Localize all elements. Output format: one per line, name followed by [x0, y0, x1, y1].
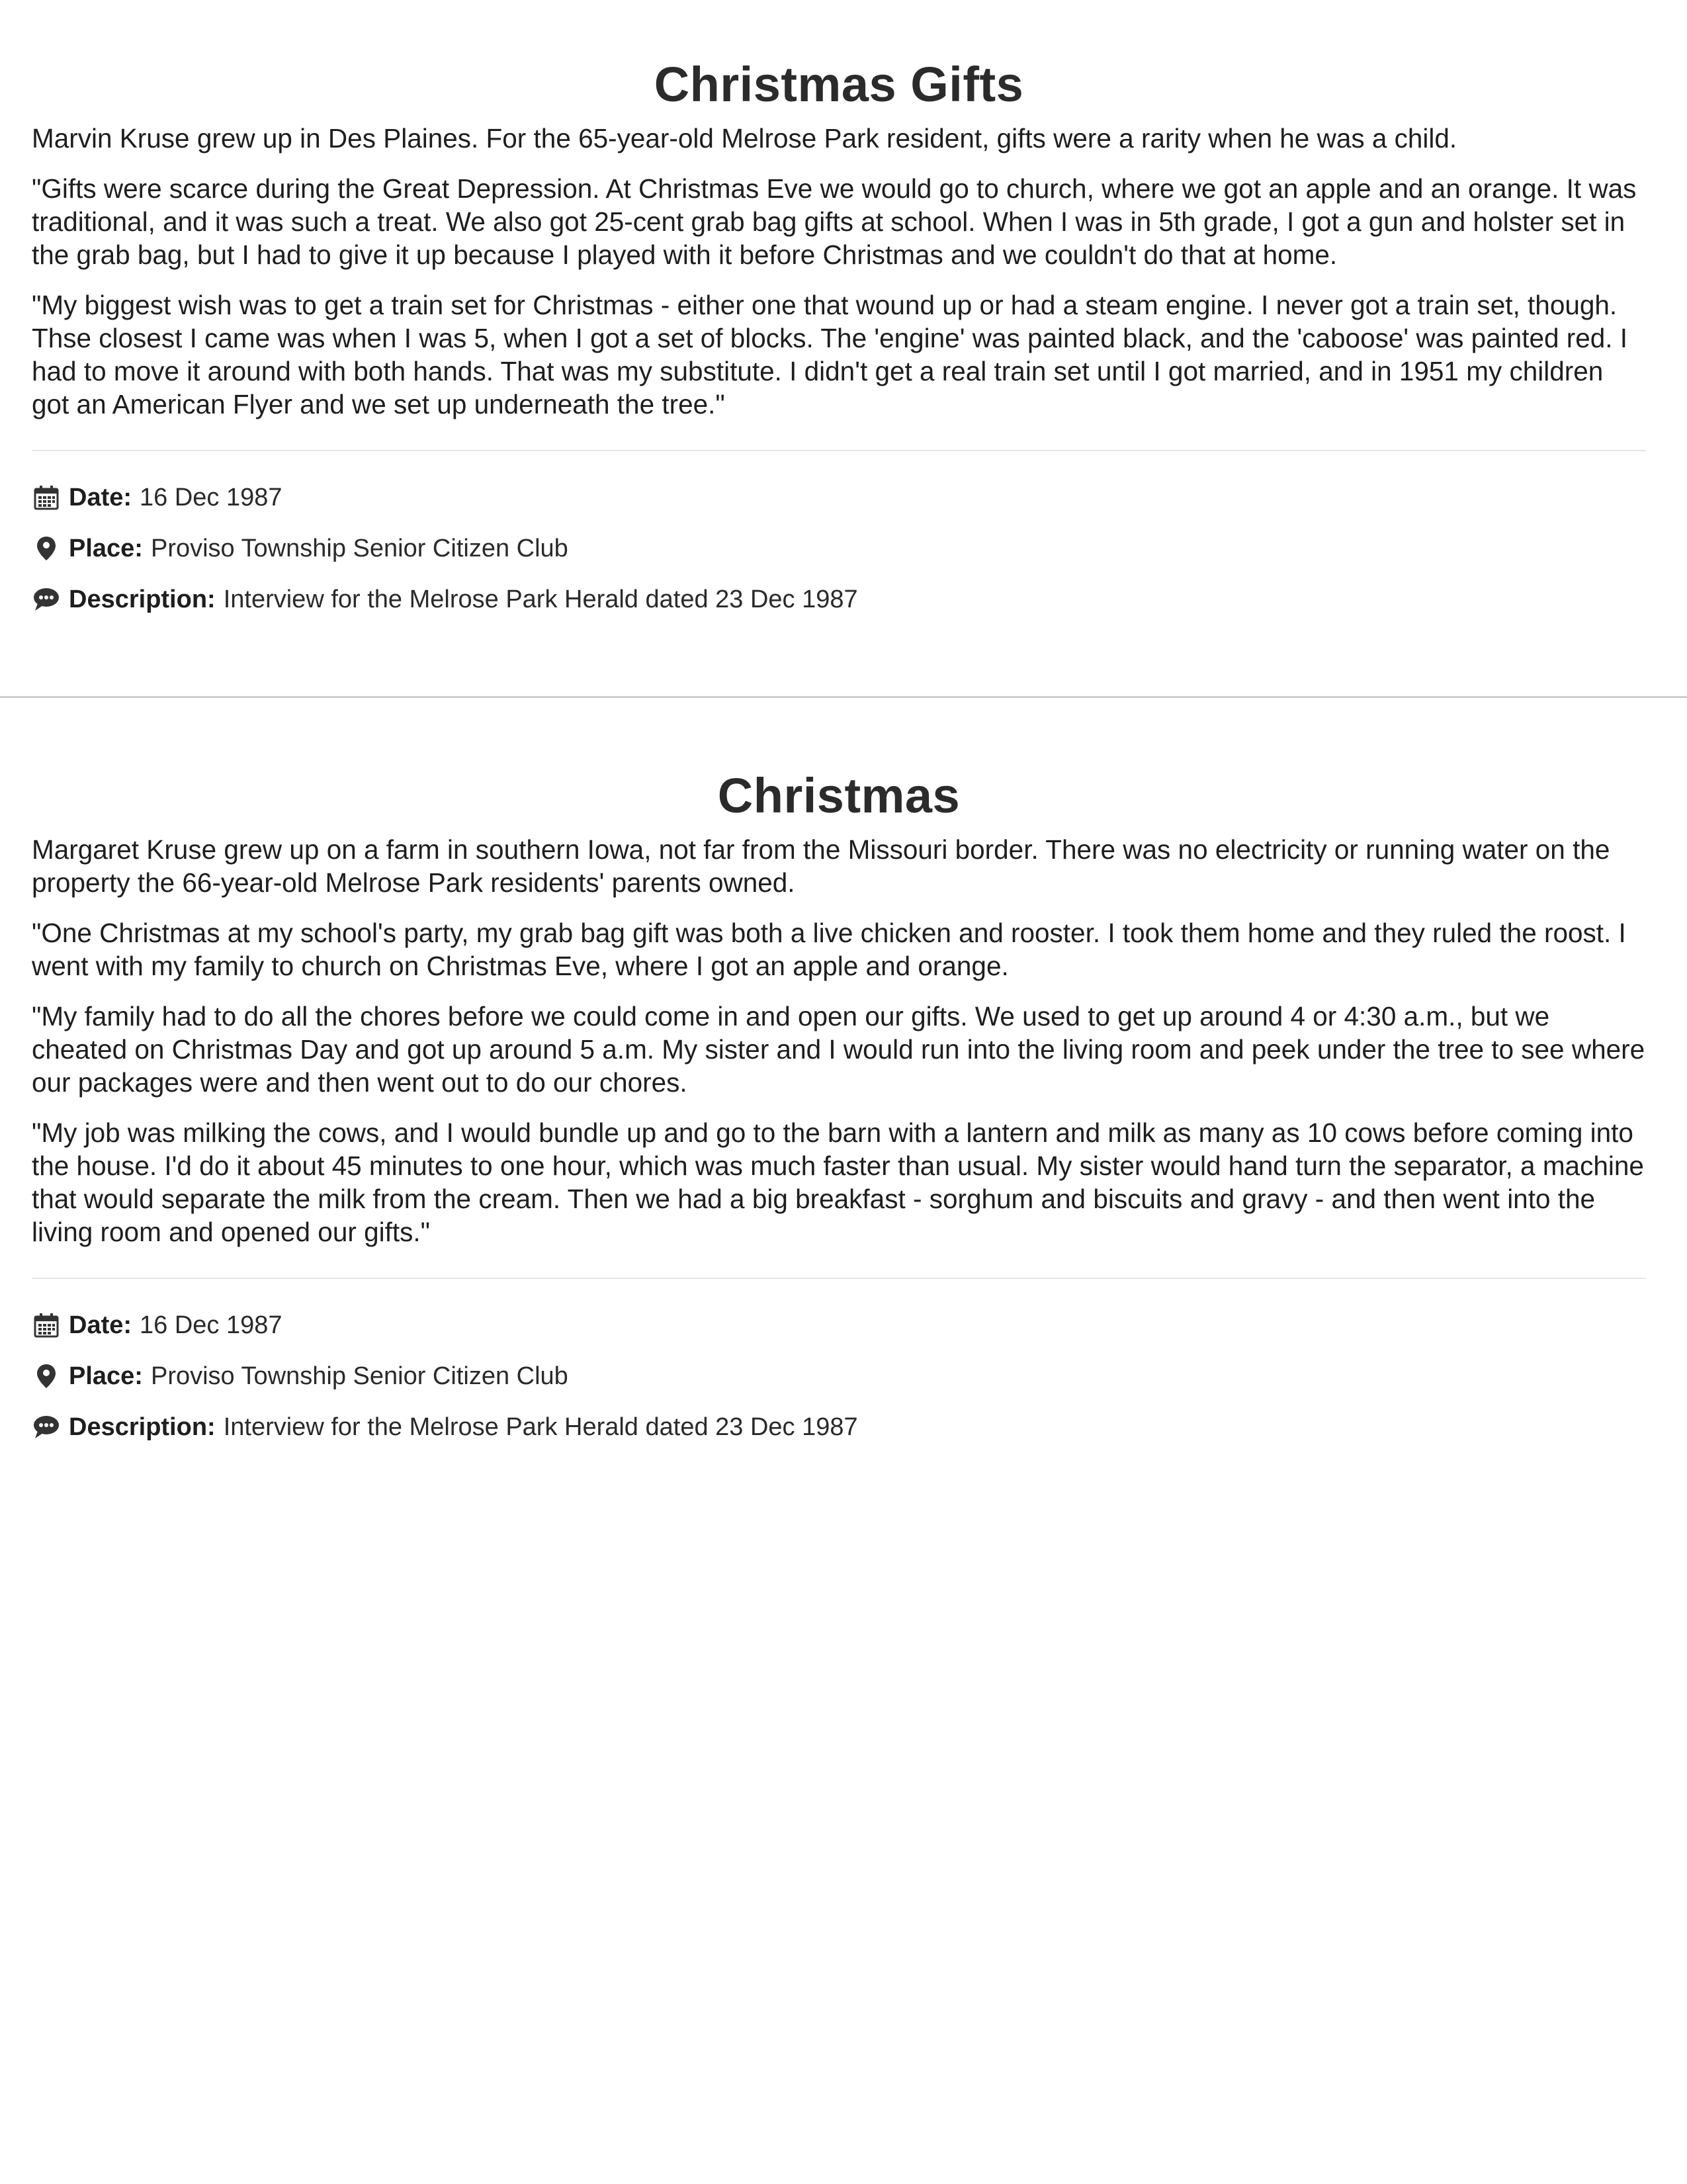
description-label: Description: — [69, 1413, 216, 1441]
story-paragraph: "My family had to do all the chores before we could come in and open our gifts. We used to get up around 4 or 4:30 a.m., but we cheated on Christmas Day and got up around 5 a.m. My sister and I would run into the living room and peek under the tree to see where our packages were and then went out to do our chores. — [32, 1001, 1645, 1098]
date-label: Date: — [69, 484, 132, 511]
story-title: Christmas Gifts — [654, 57, 1024, 112]
calendar-icon — [32, 1311, 61, 1340]
description-value: Interview for the Melrose Park Herald dated 23 Dec 1987 — [223, 586, 858, 613]
meta-description — [32, 585, 1646, 614]
page-divider — [0, 696, 1687, 698]
meta-place — [32, 534, 1646, 563]
date-value: 16 Dec 1987 — [140, 1311, 282, 1339]
meta-date — [32, 483, 1646, 512]
meta-description — [32, 1413, 1646, 1442]
place-label: Place: — [69, 535, 143, 562]
section-rule — [32, 1278, 1646, 1279]
date-label: Date: — [69, 1311, 132, 1339]
story-paragraph: Marvin Kruse grew up in Des Plaines. For the 65-year-old Melrose Park resident, gifts were a rarity when he was a child. — [32, 123, 1457, 153]
meta-place — [32, 1362, 1646, 1391]
story-paragraph: "One Christmas at my school's party, my grab bag gift was both a live chicken and rooster. I took them home and they ruled the roost. I went with my family to church on Christmas Eve, where I got an apple and orange. — [32, 918, 1626, 981]
story-paragraph: Margaret Kruse grew up on a farm in southern Iowa, not far from the Missouri border. There was no electricity or running water on the property the 66-year-old Melrose Park residents' parents owned. — [32, 834, 1610, 898]
story-paragraph: "My biggest wish was to get a train set for Christmas - either one that wound up or had a steam engine. I never got a train set, though. Thse closest I came was when I was 5, when I got a set of blocks. The 'engine' was painted black, and the 'caboose' was painted red. I had to move it around with both hands. That was my substitute. I didn't get a real train set until I got married, and in 1951 my children got an American Flyer and we set up underneath the tree." — [32, 290, 1628, 419]
story-christmas — [32, 764, 1646, 1463]
description-value: Interview for the Melrose Park Herald dated 23 Dec 1987 — [223, 1413, 858, 1441]
story-christmas-gifts — [32, 53, 1646, 636]
description-label: Description: — [69, 586, 216, 613]
date-value: 16 Dec 1987 — [140, 484, 282, 511]
calendar-icon — [32, 483, 61, 512]
story-title: Christmas — [717, 768, 961, 823]
meta-date — [32, 1311, 1646, 1340]
place-label: Place: — [69, 1362, 143, 1390]
story-paragraph: "Gifts were scarce during the Great Depression. At Christmas Eve we would go to church, where we got an apple and an orange. It was traditional, and it was such a treat. We also got 25-cent grab bag gifts at school. When I was in 5th grade, I got a gun and holster set in the grab bag, but I had to give it up because I played with it before Christmas and we couldn't do that at home. — [32, 173, 1637, 270]
map-marker-icon — [32, 1362, 61, 1391]
story-paragraph: "My job was milking the cows, and I would bundle up and go to the barn with a lantern and milk as many as 10 cows before coming into the house. I'd do it about 45 minutes to one hour, which was much faster than usual. My sister would hand turn the separator, a machine that would separate the milk from the cream. Then we had a big breakfast - sorghum and biscuits and gravy - and then went into the living room and opened our gifts." — [32, 1117, 1644, 1247]
section-rule — [32, 450, 1646, 451]
place-value: Proviso Township Senior Citizen Club — [150, 535, 568, 562]
place-value: Proviso Township Senior Citizen Club — [150, 1362, 568, 1390]
speech-bubble-icon — [32, 1413, 61, 1442]
speech-bubble-icon — [32, 585, 61, 614]
map-marker-icon — [32, 534, 61, 563]
